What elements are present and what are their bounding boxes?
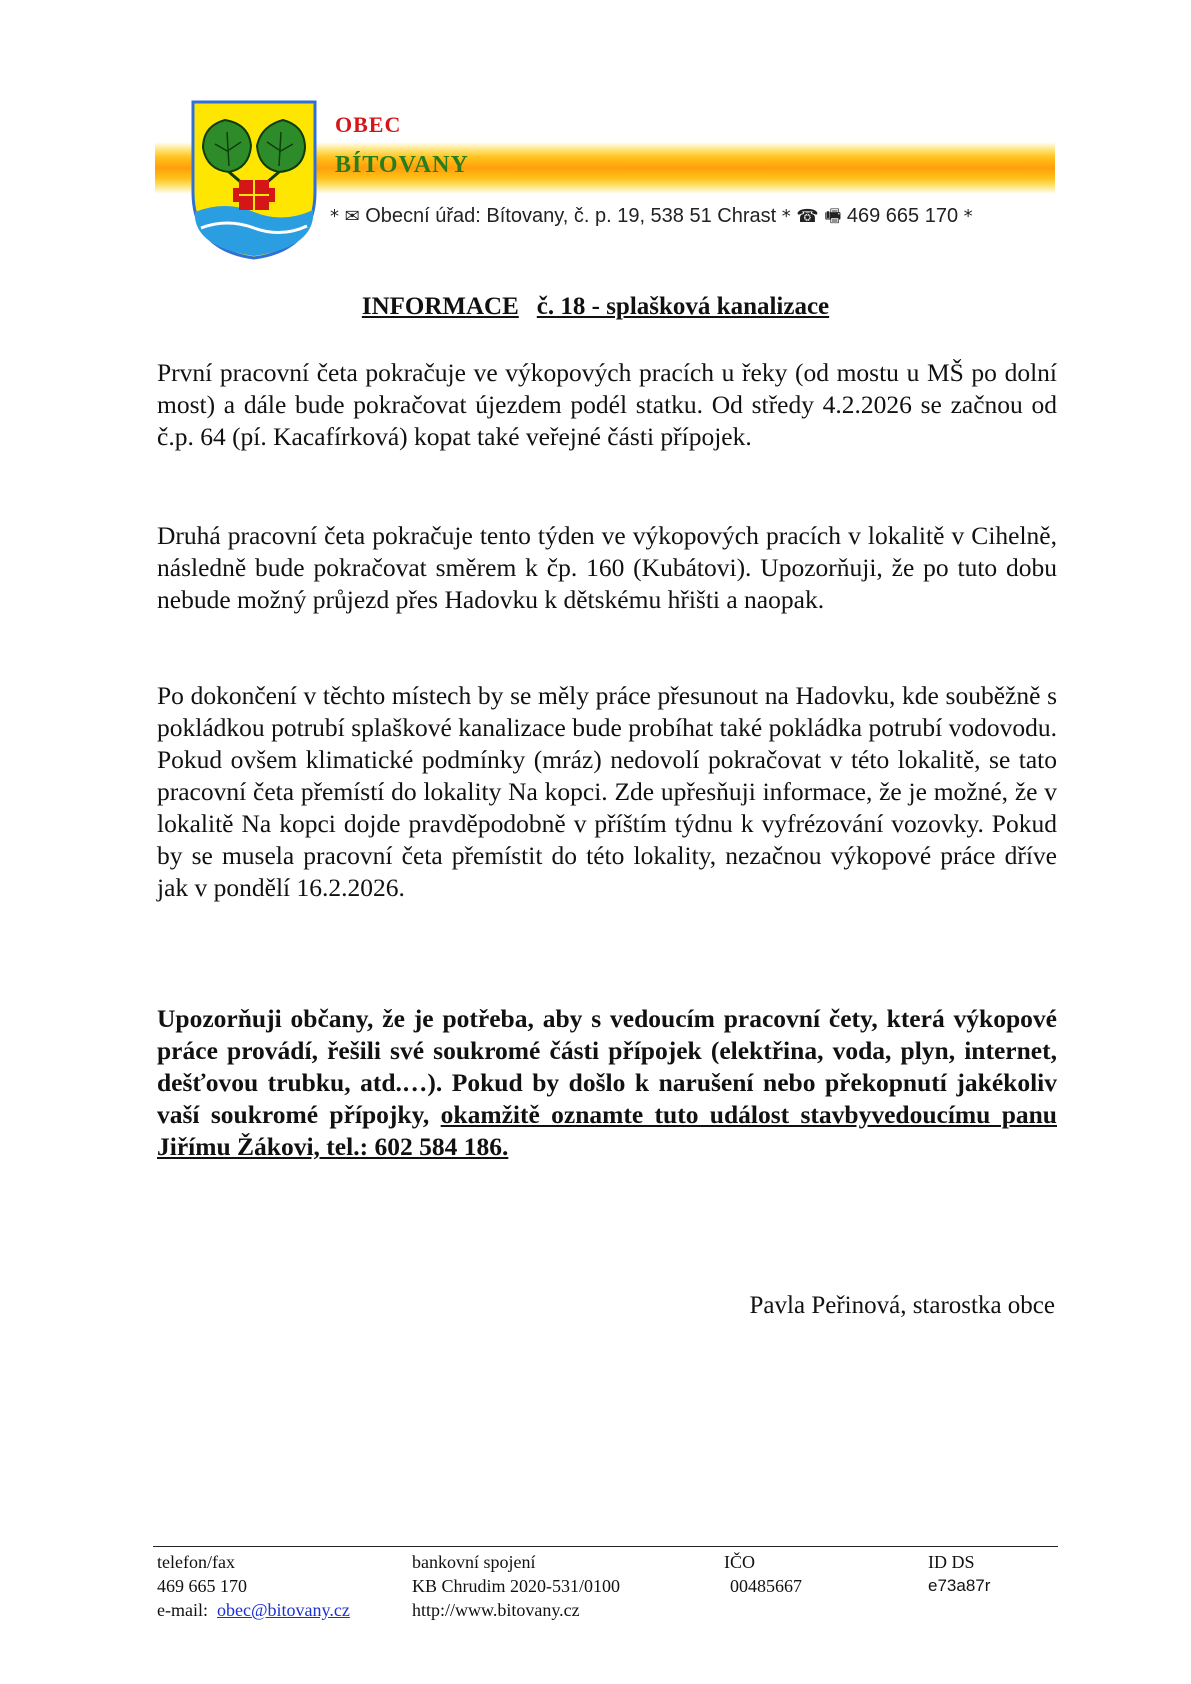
- paragraph-2: Druhá pracovní četa pokračuje tento týden ve výkopových pracích v lokalitě v Cihelně, následně bude pokračovat směrem k čp. 160 (Kubátovi). Upozorňuji, že po tuto dobu nebude možný průjezd přes Hadovku k dětskému hřišti a naopak.: [157, 521, 1057, 614]
- address-phone: 469 665 170: [846, 205, 959, 227]
- footer-email-link[interactable]: obec@bitovany.cz: [216, 1600, 350, 1620]
- title-right: č. 18 - splašková kanalizace: [536, 293, 830, 320]
- footer-idds-value: e73a87r: [928, 1576, 991, 1595]
- footer-contact: [157, 1550, 350, 1622]
- paragraph-3: Po dokončení v těchto místech by se měly práce přesunout na Hadovku, kde souběžně s pokládkou potrubí splaškové kanalizace bude probíhat také pokládka potrubí vodovodu. Pokud ovšem klimatické podmínky (mráz) nedovolí pokračovat v této lokalitě, se tato pracovní četa přemístí do lokality Na kopci. Zde upřesňuji informace, že je možné, že v lokalitě Na kopci dojde pravděpodobně v příštím týdnu k vyfrézování vozovky. Pokud by se musela pracovní četa přemístit do této lokality, nezačnou výkopové práce dříve jak v pondělí 16.2.2026.: [157, 681, 1057, 902]
- footer-email-label: e-mail:: [157, 1600, 208, 1620]
- footer-web[interactable]: http://www.bitovany.cz: [412, 1600, 580, 1620]
- footer-email-row: [157, 1598, 350, 1622]
- envelope-icon: ✉: [344, 206, 360, 227]
- address-text: Obecní úřad: Bítovany, č. p. 19, 538 51 Chrast: [365, 205, 777, 227]
- title-left: INFORMACE: [361, 293, 519, 320]
- asterisk-icon: *: [330, 206, 339, 227]
- notice-plain: Upozorňuji občany, že je potřeba, aby s vedoucím pracovní čety, která výkopové práce provádí, řešili své soukromé části přípojek (elektřina, voda, plyn, internet, dešťovou trubku, atd.…). Pokud by došlo k narušení nebo překopnutí jakékoliv vaší soukromé přípojky,: [157, 1004, 1057, 1129]
- asterisk-icon: *: [781, 206, 791, 227]
- document-title: [0, 293, 1191, 321]
- fax-icon: 🖷: [824, 206, 842, 227]
- asterisk-icon: *: [963, 206, 973, 227]
- letterhead-address: [330, 204, 973, 234]
- org-name-line2: BÍTOVANY: [335, 152, 469, 178]
- telephone-icon: ☎: [796, 206, 819, 227]
- signature: Pavla Peřinová, starostka obce: [749, 1292, 1055, 1319]
- footer-phone-label: telefon/fax: [157, 1552, 235, 1572]
- letterhead: [155, 100, 1055, 260]
- footer-ico-label: IČO: [724, 1552, 755, 1572]
- footer-bank-account: KB Chrudim 2020-531/0100: [412, 1576, 621, 1596]
- notice-underlined: okamžitě oznamte tuto událost stavbyvedoucímu panu Jiřímu Žákovi, tel.: 602 584 186.: [157, 1100, 1057, 1161]
- coat-of-arms-icon: [191, 100, 317, 260]
- footer-bank: [412, 1550, 620, 1622]
- paragraph-4-notice: [157, 1003, 1057, 1163]
- footer-bank-label: bankovní spojení: [412, 1552, 536, 1572]
- footer-divider: [153, 1546, 1058, 1547]
- footer-idds-label: ID DS: [928, 1552, 975, 1572]
- footer-ico-value: 00485667: [730, 1576, 802, 1596]
- paragraph-1: První pracovní četa pokračuje ve výkopových pracích u řeky (od mostu u MŠ po dolní most) a dále bude pokračovat újezdem podél statku. Od středy 4.2.2026 se začnou od č.p. 64 (pí. Kacafírková) kopat také veřejné části přípojek.: [157, 358, 1057, 451]
- footer-ico: [724, 1550, 802, 1598]
- footer-phone: 469 665 170: [157, 1576, 247, 1596]
- org-name-line1: OBEC: [335, 112, 402, 137]
- footer-idds: [928, 1550, 990, 1598]
